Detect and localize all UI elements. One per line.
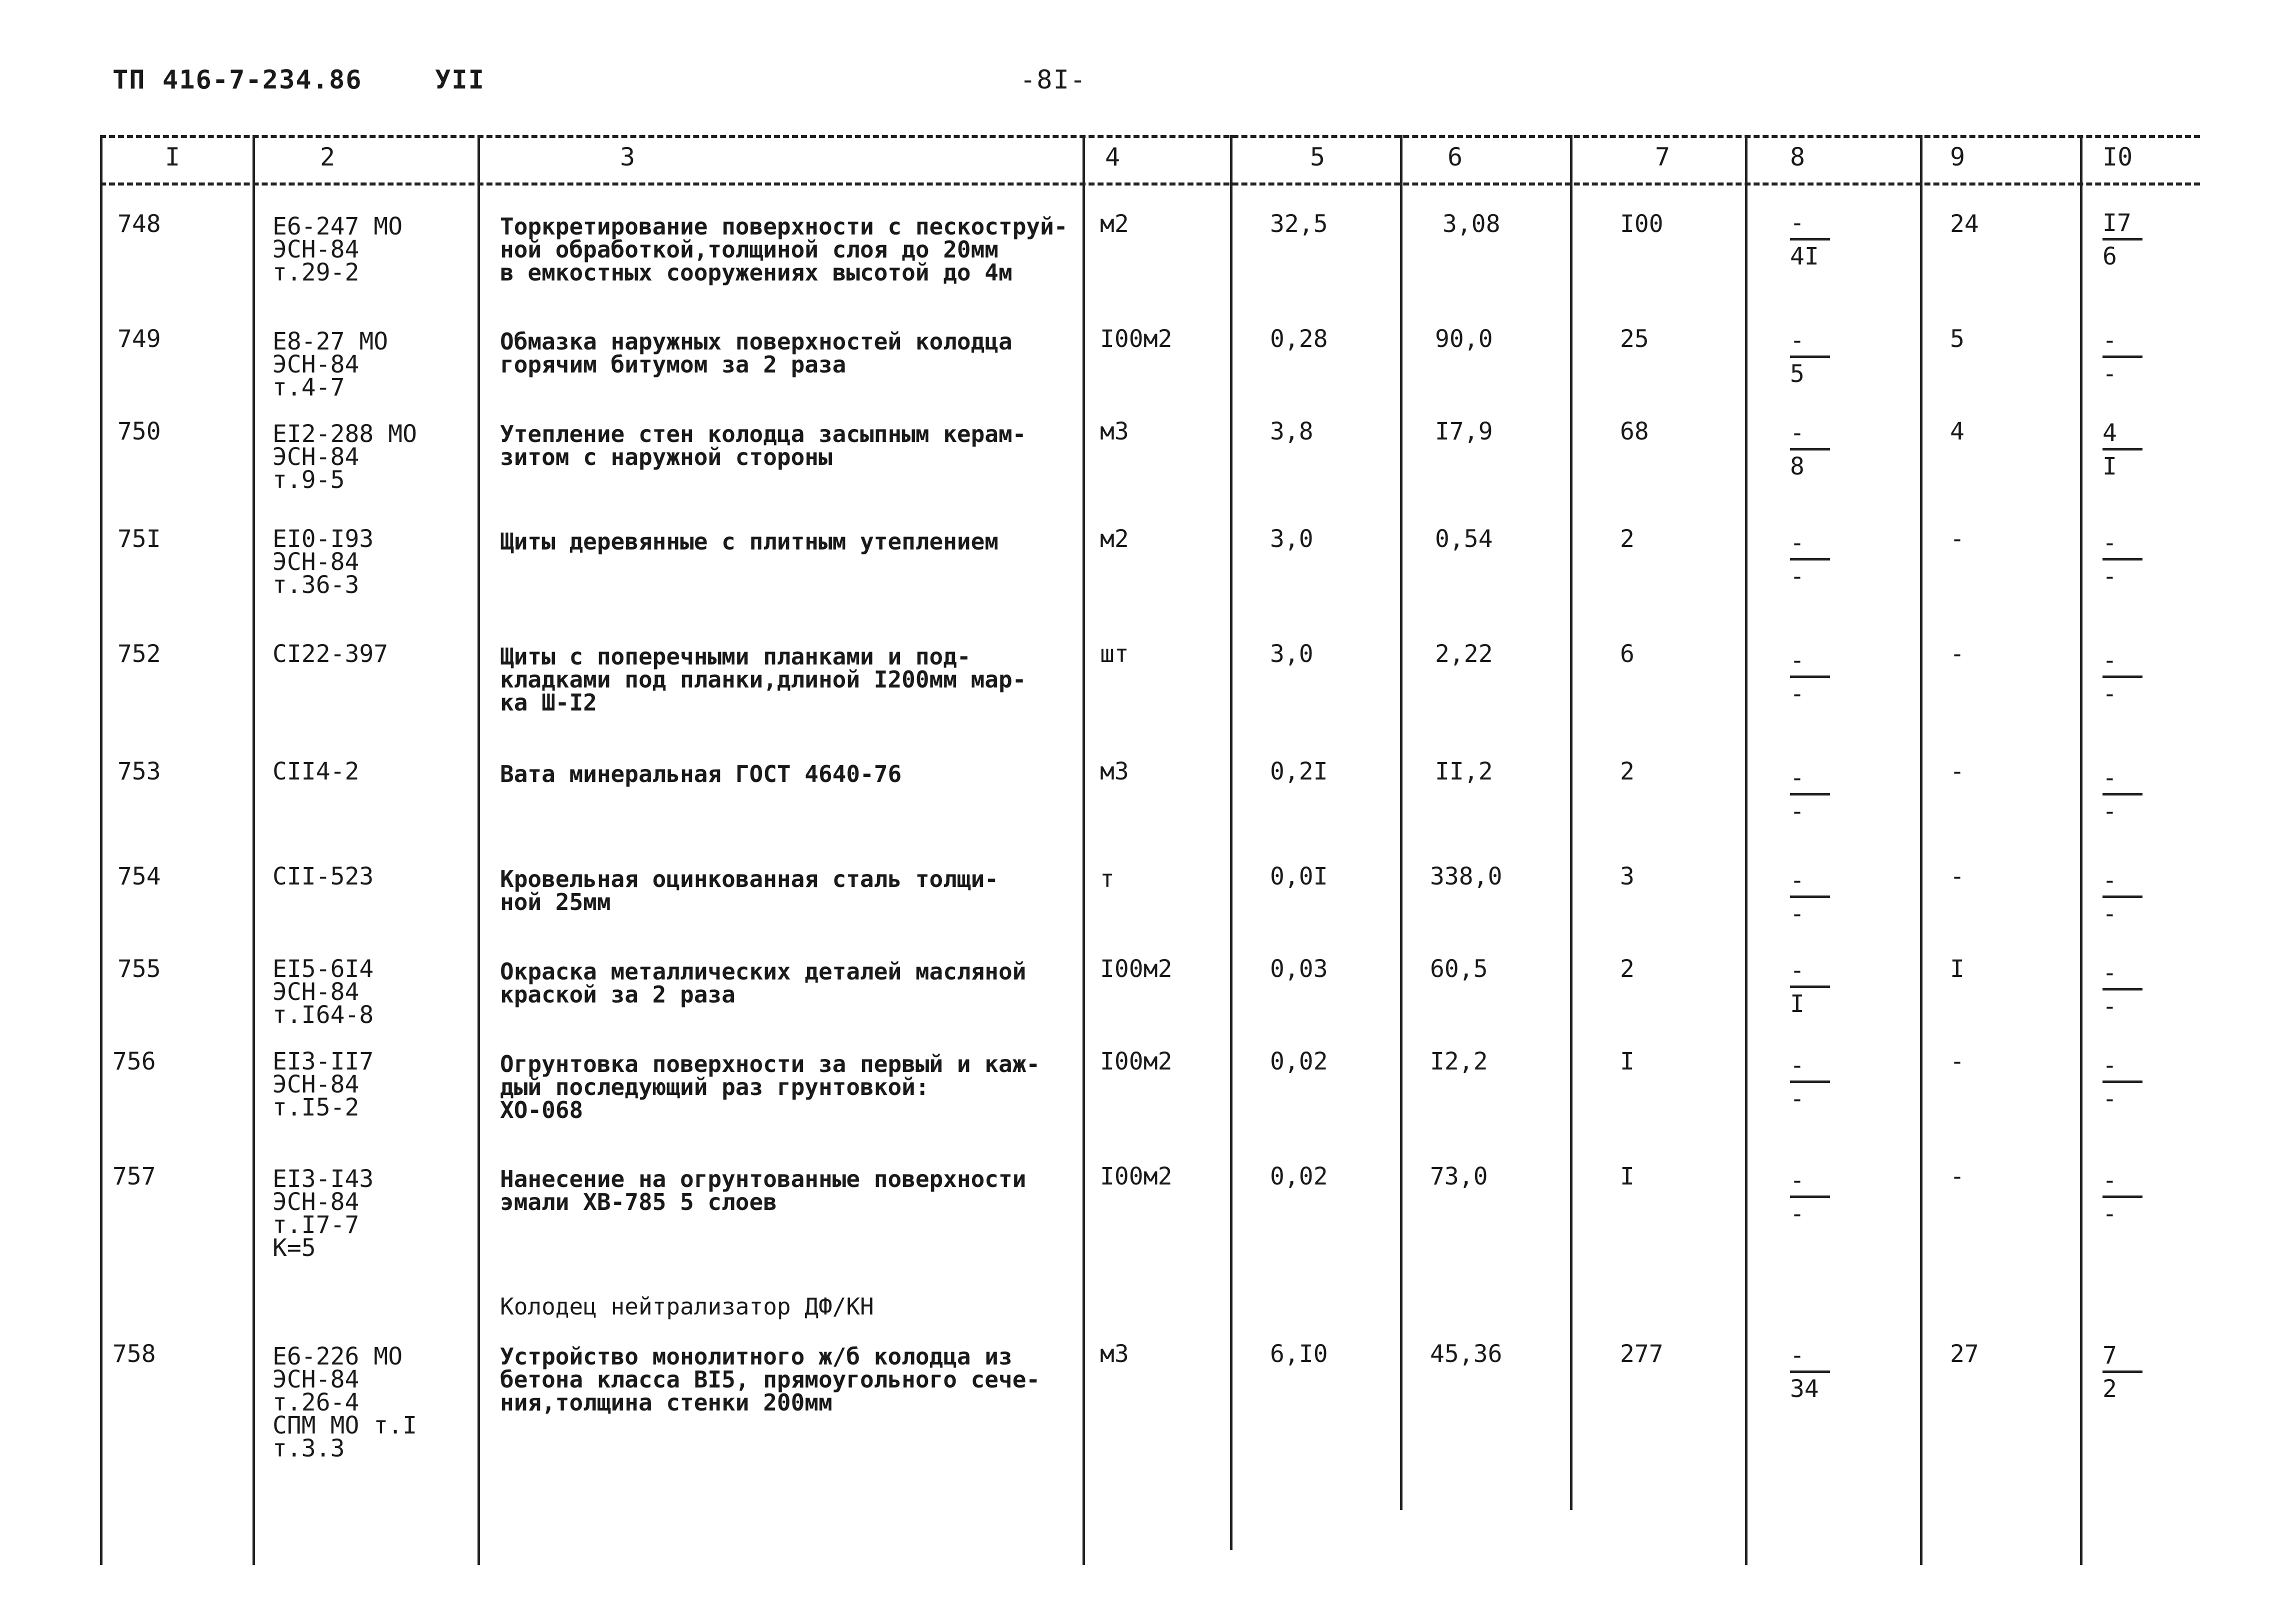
column-10-fraction: - -: [2102, 960, 2162, 1020]
work-description: Нанесение на огрунтованные поверхности эмали ХВ-785 5 слоев: [500, 1166, 1026, 1216]
column-separator: [1920, 135, 1922, 1565]
column-header-7: 7: [1655, 142, 1670, 172]
work-description: Устройство монолитного ж/б колодца из бетона класса ВI5, прямоугольного сече- ния,толщина стенки 200мм: [500, 1343, 1040, 1416]
column-separator: [478, 135, 480, 1565]
row-number: 753: [118, 758, 161, 786]
column-8-fraction: - -: [1790, 868, 1850, 927]
column-10-fraction: - -: [2102, 1168, 2162, 1227]
page-number: -8I-: [1020, 65, 1087, 95]
unit: I00м2: [1100, 1048, 1172, 1076]
unit-price: 338,0: [1430, 862, 1502, 890]
column-separator: [252, 135, 255, 1565]
column-8-fraction: - 5: [1790, 328, 1850, 387]
column-9-value: 4: [1950, 418, 1964, 446]
column-header-6: 6: [1448, 142, 1463, 172]
column-separator: [1230, 135, 1232, 1550]
unit-price: 90,0: [1435, 325, 1493, 353]
row-number: 750: [118, 418, 161, 446]
unit-price: 73,0: [1430, 1162, 1488, 1190]
total-cost: 277: [1620, 1340, 1664, 1368]
quantity: 0,0I: [1270, 862, 1328, 890]
unit: I00м2: [1100, 1162, 1172, 1190]
column-9-value: -: [1950, 525, 1964, 553]
quantity: 0,2I: [1270, 758, 1328, 786]
unit: шт: [1100, 640, 1129, 668]
quantity: 32,5: [1270, 210, 1328, 238]
norm-code: Е6-247 МО ЭСН-84 т.29-2: [272, 212, 403, 286]
unit-price: 60,5: [1430, 955, 1488, 983]
row-number: 748: [118, 210, 161, 238]
column-10-fraction: - -: [2102, 1052, 2162, 1112]
work-description: Кровельная оцинкованная сталь толщи- ной 25мм: [500, 866, 998, 916]
unit-price: I7,9: [1435, 418, 1493, 446]
norm-code: ЕI5-6I4 ЭСН-84 т.I64-8: [272, 955, 374, 1029]
norm-code: ЕI2-288 МО ЭСН-84 т.9-5: [272, 420, 417, 494]
norm-code: СI22-397: [272, 640, 388, 668]
column-header-2: 2: [320, 142, 336, 172]
unit: I00м2: [1100, 325, 1172, 353]
column-10-fraction: - -: [2102, 648, 2162, 707]
unit-price: 2,22: [1435, 640, 1493, 668]
column-8-fraction: - I: [1790, 958, 1850, 1017]
work-description: Щиты с поперечными планками и под- кладками под планки,длиной I200мм мар- ка Ш-I2: [500, 643, 1026, 716]
work-description: Щиты деревянные с плитным утеплением: [500, 528, 998, 555]
quantity: 0,02: [1270, 1048, 1328, 1076]
work-description: Обмазка наружных поверхностей колодца горячим битумом за 2 раза: [500, 328, 1012, 378]
column-9-value: -: [1950, 1162, 1964, 1190]
section-subheading: Колодец нейтрализатор ДФ/КН: [500, 1293, 874, 1320]
quantity: 3,0: [1270, 525, 1314, 553]
total-cost: 6: [1620, 640, 1634, 668]
quantity: 3,0: [1270, 640, 1314, 668]
total-cost: I: [1620, 1048, 1634, 1076]
unit: м3: [1100, 418, 1129, 446]
column-8-fraction: - -: [1790, 1168, 1850, 1227]
total-cost: 68: [1620, 418, 1649, 446]
norm-code: СII-523: [272, 862, 374, 890]
unit-price: 45,36: [1430, 1340, 1502, 1368]
column-9-value: I: [1950, 955, 1964, 983]
unit-price: I2,2: [1430, 1048, 1488, 1076]
unit: м2: [1100, 525, 1129, 553]
column-separator: [1400, 135, 1402, 1510]
norm-code: Е8-27 МО ЭСН-84 т.4-7: [272, 328, 388, 402]
row-number: 754: [118, 862, 161, 890]
total-cost: 25: [1620, 325, 1649, 353]
work-description: Вата минеральная ГОСТ 4640-76: [500, 760, 902, 788]
norm-code: ЕI3-II7 ЭСН-84 т.I5-2: [272, 1048, 374, 1122]
unit: м2: [1100, 210, 1129, 238]
column-8-fraction: - 8: [1790, 420, 1850, 480]
column-10-fraction: - -: [2102, 328, 2162, 387]
row-number: 755: [118, 955, 161, 983]
row-number: 758: [112, 1340, 156, 1368]
unit: м3: [1100, 1340, 1129, 1368]
column-9-value: -: [1950, 640, 1964, 668]
norm-code: Е6-226 МО ЭСН-84 т.26-4 СПМ МО т.I т.3.3: [272, 1342, 417, 1462]
unit-price: 3,08: [1442, 210, 1500, 238]
norm-code: ЕI0-I93 ЭСН-84 т.36-3: [272, 525, 374, 599]
column-9-value: 5: [1950, 325, 1964, 353]
column-header-8: 8: [1790, 142, 1806, 172]
work-description: Огрунтовка поверхности за первый и каж- дый последующий раз грунтовкой: ХО-068: [500, 1050, 1040, 1124]
total-cost: I00: [1620, 210, 1664, 238]
total-cost: 2: [1620, 525, 1634, 553]
column-10-fraction: $\frac{I7}{6}$: [2102, 210, 2162, 270]
column-8-fraction: - -: [1790, 530, 1850, 590]
work-description: Торкретирование поверхности с пескоструй- ной обработкой,толщиной слоя до 20мм в емкостных сооружениях высотой до 4м: [500, 213, 1068, 286]
column-separator: [1082, 135, 1085, 1565]
column-header-3: 3: [620, 142, 636, 172]
total-cost: 3: [1620, 862, 1634, 890]
column-10-fraction: $\frac{4}{I}$: [2102, 420, 2162, 480]
row-number: 75I: [118, 525, 161, 553]
column-10-fraction: - -: [2102, 868, 2162, 927]
column-separator: [1745, 135, 1748, 1565]
unit: м3: [1100, 758, 1129, 786]
section-number: УII: [435, 65, 485, 95]
total-cost: I: [1620, 1162, 1634, 1190]
unit: т: [1100, 865, 1114, 893]
column-10-fraction: $\frac{7}{2}$: [2102, 1342, 2162, 1402]
row-number: 749: [118, 325, 161, 353]
quantity: 6,I0: [1270, 1340, 1328, 1368]
project-code: ТП 416-7-234.86: [112, 65, 362, 95]
row-number: 756: [112, 1048, 156, 1076]
unit: I00м2: [1100, 955, 1172, 983]
total-cost: 2: [1620, 955, 1634, 983]
column-8-fraction: - 34: [1790, 1342, 1850, 1402]
norm-code: СII4-2: [272, 758, 360, 786]
column-8-fraction: - -: [1790, 765, 1850, 824]
table-top-rule: [100, 135, 2200, 138]
table-header-rule: [100, 182, 2200, 186]
quantity: 3,8: [1270, 418, 1314, 446]
quantity: 0,02: [1270, 1162, 1328, 1190]
column-header-5: 5: [1310, 142, 1326, 172]
column-9-value: -: [1950, 862, 1964, 890]
column-8-fraction: - -: [1790, 1052, 1850, 1112]
column-header-9: 9: [1950, 142, 1966, 172]
column-9-value: 24: [1950, 210, 1979, 238]
work-description: Утепление стен колодца засыпным керам- зитом с наружной стороны: [500, 420, 1026, 470]
quantity: 0,28: [1270, 325, 1328, 353]
column-9-value: 27: [1950, 1340, 1979, 1368]
column-9-value: -: [1950, 1048, 1964, 1076]
column-8-fraction: - 4I: [1790, 210, 1850, 270]
quantity: 0,03: [1270, 955, 1328, 983]
row-number: 752: [118, 640, 161, 668]
row-number: 757: [112, 1162, 156, 1190]
norm-code: ЕI3-I43 ЭСН-84 т.I7-7 К=5: [272, 1165, 374, 1262]
work-description: Окраска металлических деталей масляной краской за 2 раза: [500, 958, 1026, 1008]
column-separator: [100, 135, 102, 1565]
column-9-value: -: [1950, 758, 1964, 786]
unit-price: 0,54: [1435, 525, 1493, 553]
column-10-fraction: - -: [2102, 765, 2162, 824]
column-8-fraction: - -: [1790, 648, 1850, 707]
total-cost: 2: [1620, 758, 1634, 786]
column-header-1: I: [165, 142, 180, 172]
column-separator: [1570, 135, 1572, 1510]
column-header-10: I0: [2102, 142, 2133, 172]
column-header-4: 4: [1105, 142, 1120, 172]
column-10-fraction: - -: [2102, 530, 2162, 590]
column-separator: [2080, 135, 2082, 1565]
unit-price: II,2: [1435, 758, 1493, 786]
